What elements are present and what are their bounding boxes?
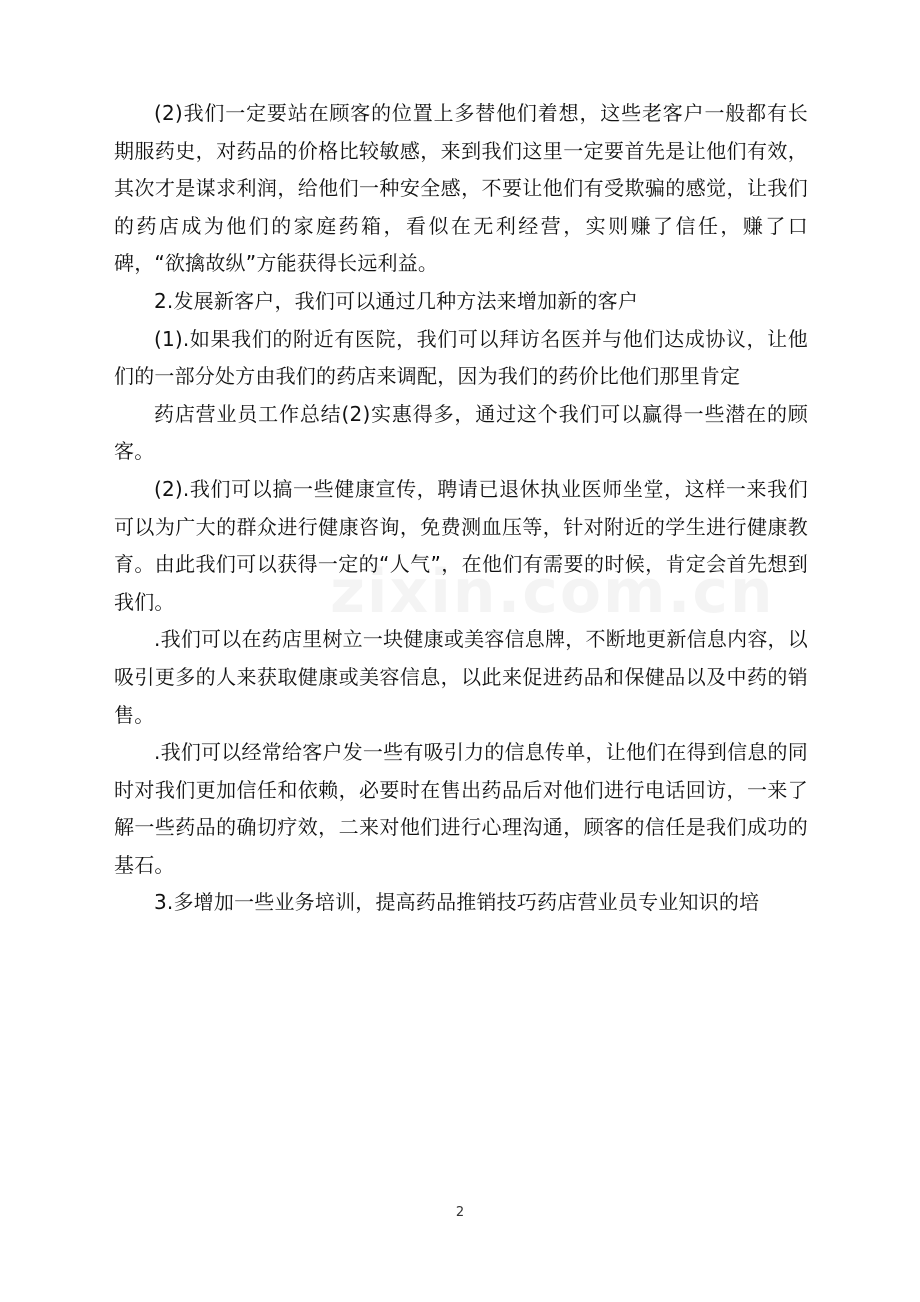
paragraph-7: .我们可以经常给客户发一些有吸引力的信息传单，让他们在得到信息的同时对我们更加信任和依赖，必要时在售出药品后对他们进行电话回访，一来了解一些药品的确切疗效，二来对他们进行心理沟通，顾客的信任是我们成功的基石。 — [114, 740, 808, 877]
paragraph-8: 3.多增加一些业务培训，提高药品推销技巧药店营业员专业知识的培 — [154, 890, 760, 915]
paragraph-5: (2).我们可以搞一些健康宣传，聘请已退休执业医师坐堂，这样一来我们可以为广大的群众进行健康咨询，免费测血压等，针对附近的学生进行健康教育。由此我们可以获得一定的“人气”，在他们有需要的时候，肯定会首先想到我们。 — [114, 476, 808, 614]
paragraph-2: 2.发展新客户，我们可以通过几种方法来增加新的客户 — [154, 288, 639, 313]
page-number: 2 — [455, 1205, 465, 1220]
paragraph-4: 药店营业员工作总结(2)实惠得多，通过这个我们可以赢得一些潜在的顾客。 — [114, 401, 808, 464]
paragraph-1: (2)我们一定要站在顾客的位置上多替他们着想，这些老客户一般都有长期服药史，对药品的价格比较敏感，来到我们这里一定要首先是让他们有效，其次才是谋求利润，给他们一种安全感，不要让他们有受欺骗的感觉，让我们的药店成为他们的家庭药箱，看似在无利经营，实则赚了信任，赚了口碑，“欲擒故纵”方能获得长远利益。 — [114, 101, 808, 276]
paragraph-6: .我们可以在药店里树立一块健康或美容信息牌，不断地更新信息内容，以吸引更多的人来获取健康或美容信息，以此来促进药品和保健品以及中药的销售。 — [114, 627, 808, 727]
paragraph-3: (1).如果我们的附近有医院，我们可以拜访名医并与他们达成协议，让他们的一部分处方由我们的药店来调配，因为我们的药价比他们那里肯定 — [114, 326, 808, 389]
document-body — [114, 95, 808, 922]
